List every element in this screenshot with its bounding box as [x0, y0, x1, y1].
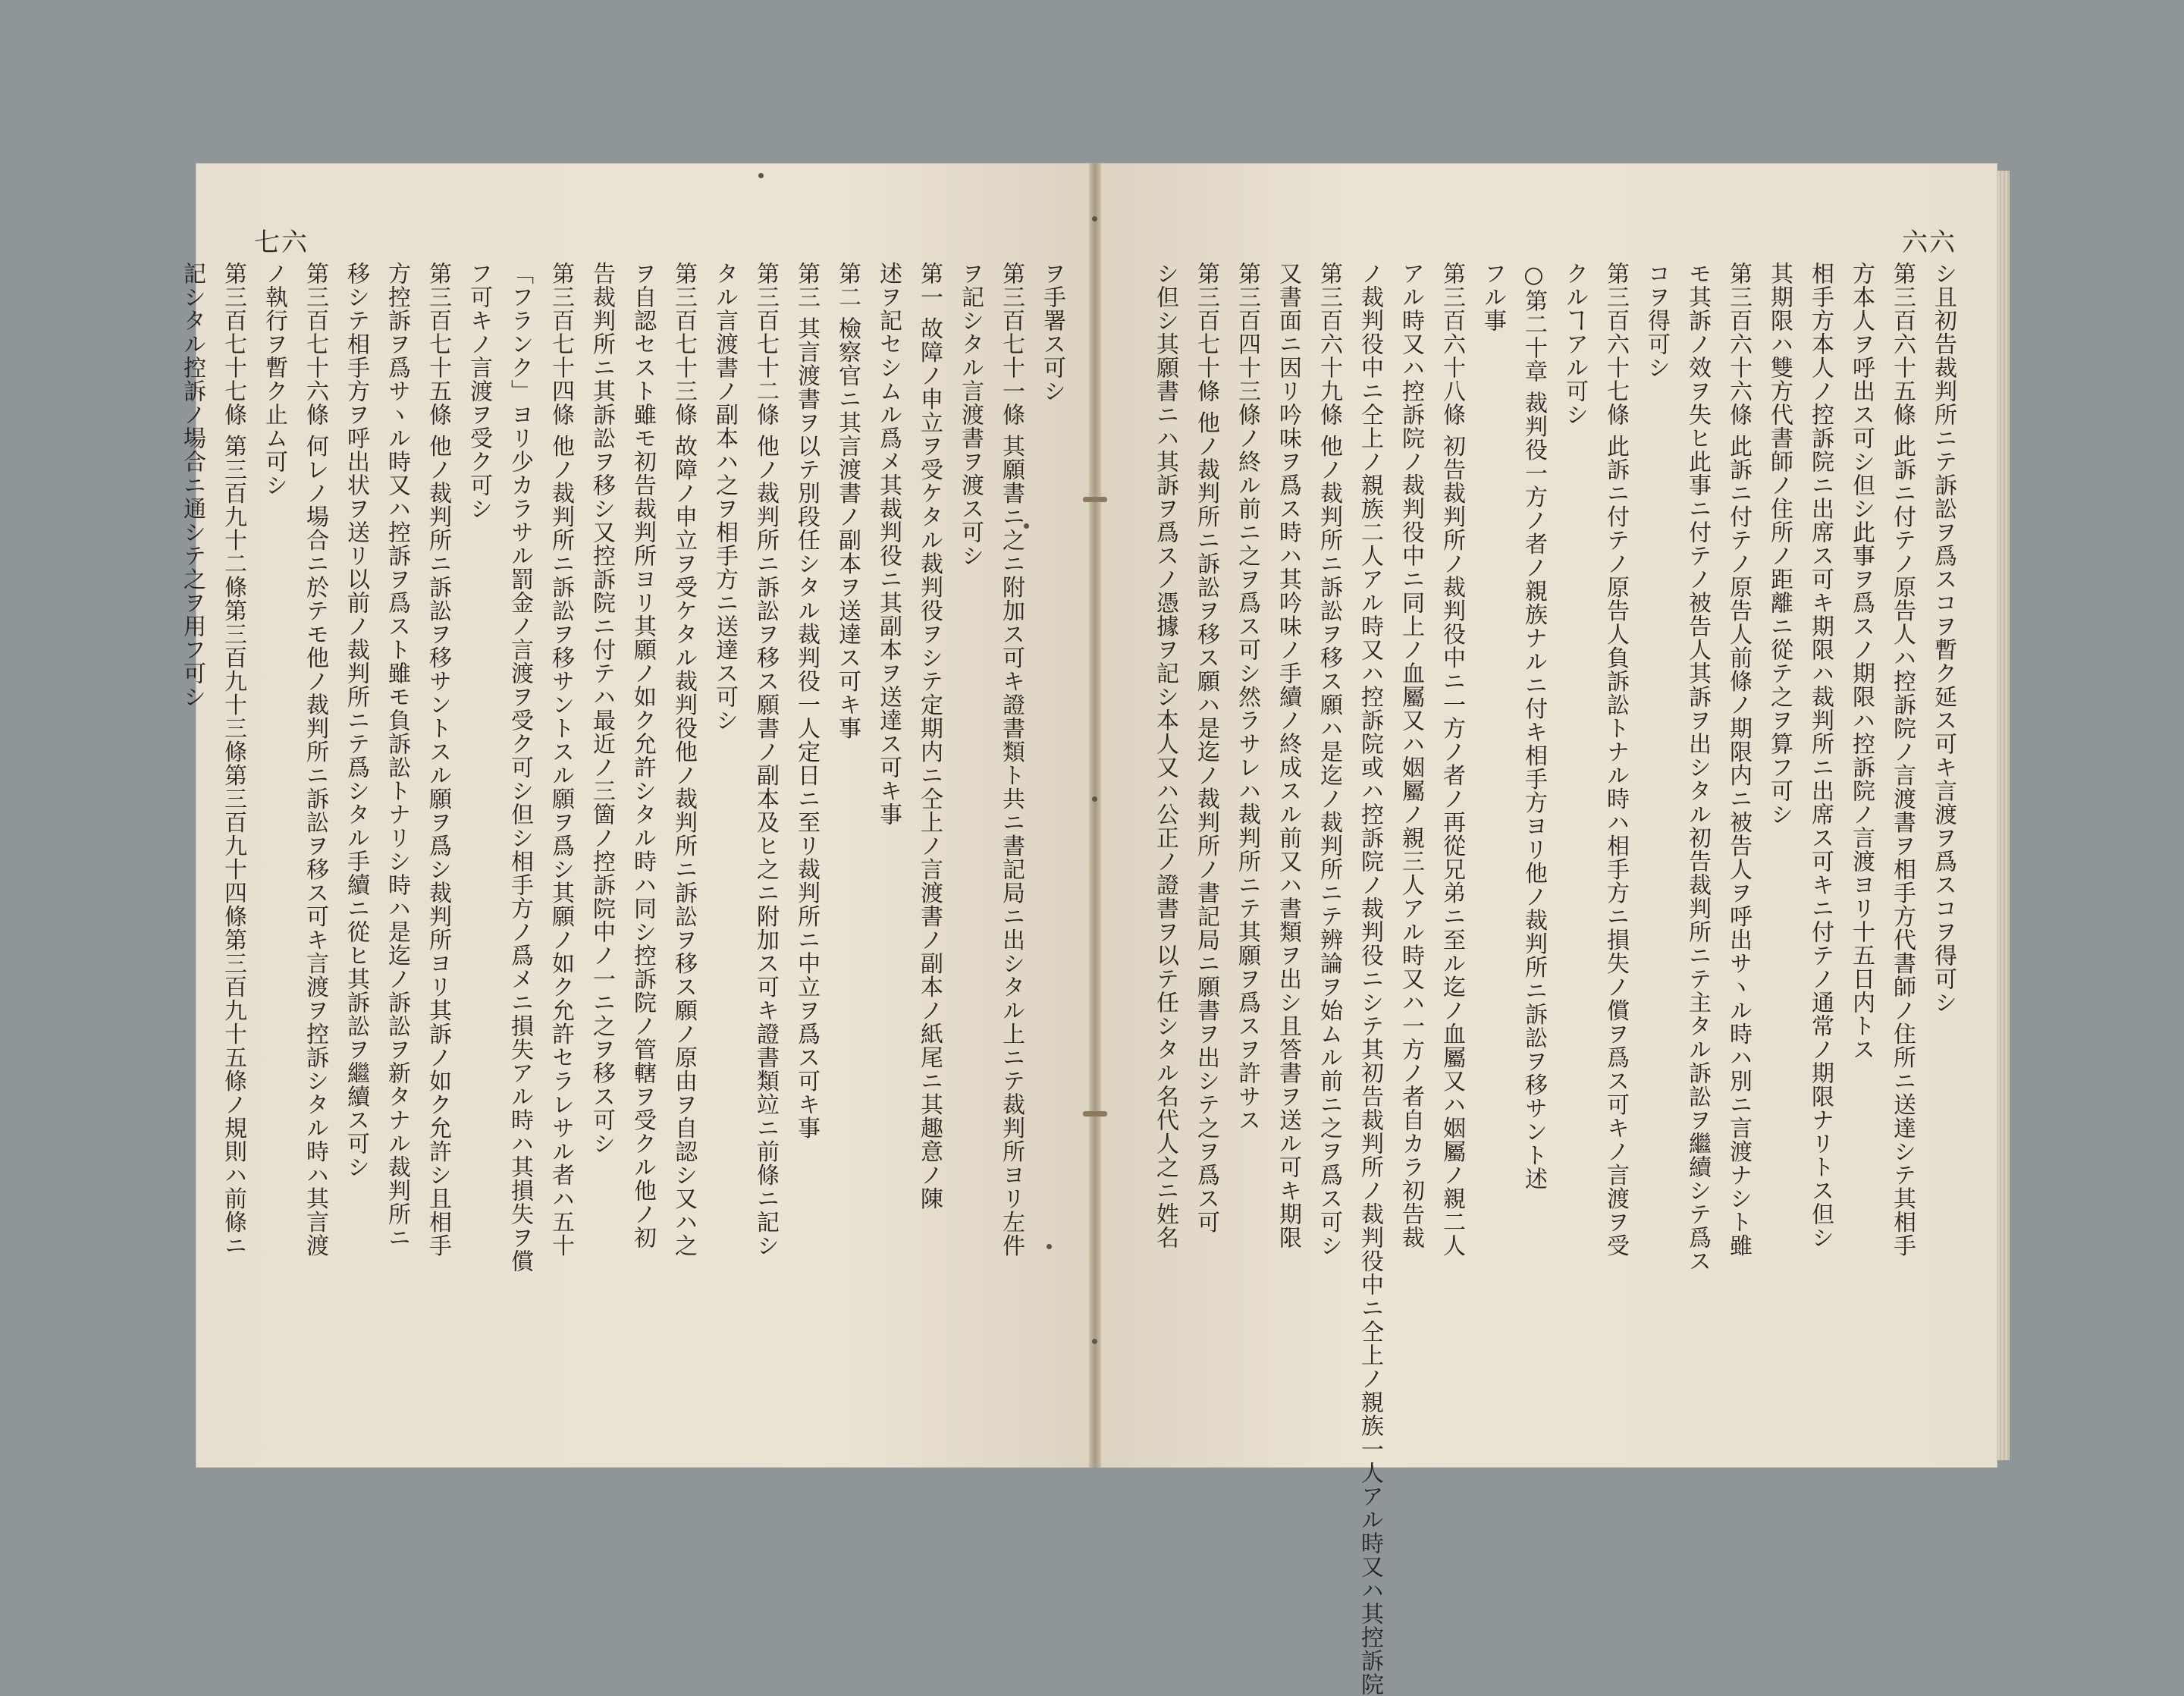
text-line: 方控訴ヲ爲サヽル時又ハ控訴ヲ爲スト雖モ負訴訟トナリシ時ハ是迄ノ訴訟ヲ新タナル裁判所ニ: [384, 262, 410, 1249]
text-line: モ其訴ノ效ヲ失ヒ此事ニ付テノ被告人其訴ヲ出シタル初告裁判所ニテ主タル訴訟ヲ繼續シテ爲ス: [1684, 262, 1711, 1273]
text-line: アル時又ハ控訴院ノ裁判役中ニ同上ノ血屬又ハ姻屬ノ親三人アル時又ハ一方ノ者自カラ初告裁: [1398, 262, 1424, 1249]
text-line: 方本人ヲ呼出ス可シ但シ此事ヲ爲スノ期限ハ控訴院ノ言渡ヨリ十五日内トス: [1848, 262, 1875, 1061]
text-line: ノ裁判役中ニ仝上ノ親族二人アル時又ハ控訴院或ハ控訴院ノ裁判役ニシテ其初告裁判所ノ裁判役中ニ仝上ノ親族一人アル時又ハ其控訴院: [1357, 262, 1383, 1696]
binding-thread: [1083, 497, 1107, 502]
text-line: 又書面ニ因リ吟味ヲ爲ス時ハ其吟味ノ手續ノ終成スル前又ハ書類ヲ出シ且答書ヲ送ル可キ期限: [1275, 262, 1301, 1249]
text-line: ヲ自認セスト雖モ初告裁判所ヨリ其願ノ如ク允許シタル時ハ同シ控訴院ノ管轄ヲ受クル他ノ初: [629, 262, 656, 1249]
text-line: 第三百六十八條 初告裁判所ノ裁判役中ニ一方ノ者ノ再從兄弟ニ至ル迄ノ血屬又ハ姻屬ノ親二人: [1439, 262, 1465, 1258]
text-line: 第三百七十條 他ノ裁判所ニ訴訟ヲ移ス願ハ是迄ノ裁判所ノ書記局ニ願書ヲ出シテ之ヲ爲ス可: [1193, 262, 1219, 1234]
text-line: フ可キノ言渡ヲ受ク可シ: [466, 262, 492, 520]
text-line: 第二 檢察官ニ其言渡書ノ副本ヲ送達ス可キ事: [834, 262, 861, 740]
text-line: 第三百六十九條 他ノ裁判所ニ訴訟ヲ移ス願ハ是迄ノ裁判所ニテ辨論ヲ始ムル前ニ之ヲ爲ス可シ: [1316, 262, 1342, 1258]
page-edges: [1997, 171, 2010, 1460]
text-line: 第三百七十六條 何レノ場合ニ於テモ他ノ裁判所ニ訴訟ヲ移ス可キ言渡ヲ控訴シタル時ハ其言渡: [302, 262, 328, 1258]
text-line: 第一 故障ノ申立ヲ受ケタル裁判役ヲシテ定期内ニ仝上ノ言渡書ノ副本ノ紙尾ニ其趣意ノ陳: [916, 262, 943, 1211]
text-line: ノ執行ヲ暫ク止ム可シ: [261, 262, 287, 497]
text-line: 第三百六十五條 此訴ニ付テノ原告人ハ控訴院ノ言渡書ヲ相手方代書師ノ住所ニ送達シテ其相手: [1889, 262, 1916, 1258]
binding-hole: [1092, 216, 1097, 221]
binding-hole: [1092, 796, 1097, 802]
text-line: シ且初告裁判所ニテ訴訟ヲ爲スコヲ暫ク延ス可キ言渡ヲ爲スコヲ得可シ: [1930, 262, 1956, 1014]
text-line: シ但シ其願書ニハ其訴ヲ爲スノ憑據ヲ記シ本人又ハ公正ノ證書ヲ以テ任シタル名代人之ニ姓名: [1152, 262, 1178, 1249]
text-line: クルヿアル可シ: [1561, 262, 1588, 426]
text-line: 移シテ相手方ヲ呼出状ヲ送リ以前ノ裁判所ニテ爲シタル手續ニ從ヒ其訴訟ヲ繼續ス可シ: [343, 262, 369, 1179]
book-gutter: [1089, 163, 1101, 1468]
text-line: 相手方本人ノ控訴院ニ出席ス可キ期限ハ裁判所ニ出席ス可キニ付テノ通常ノ期限ナリトス但シ: [1807, 262, 1834, 1249]
text-line: ○第二十章 裁判役一方ノ者ノ親族ナルニ付キ相手方ヨリ他ノ裁判所ニ訴訟ヲ移サント述: [1520, 262, 1547, 1191]
right-page-text: [1152, 262, 1960, 1696]
text-line: 「フランク」ヨリ少カラサル罰金ノ言渡ヲ受ク可シ但シ相手方ノ爲メニ損失アル時ハ其損失ヲ償: [507, 262, 533, 1273]
binding-thread: [1083, 1111, 1107, 1117]
text-line: コヲ得可シ: [1643, 262, 1670, 379]
left-page-text: [179, 262, 1069, 1445]
text-line: 第三百七十三條 故障ノ申立ヲ受ケタル裁判役他ノ裁判所ニ訴訟ヲ移ス願ノ原由ヲ自認シ又ハ之: [670, 262, 697, 1258]
text-line: 第三百六十六條 此訴ニ付テノ原告人前條ノ期限内ニ被告人ヲ呼出サヽル時ハ別ニ言渡ナシト雖: [1725, 262, 1752, 1258]
text-line: 告裁判所ニ其訴訟ヲ移シ又控訴院ニ付テハ最近ノ三箇ノ控訴院中ノ一ニ之ヲ移ス可シ: [588, 262, 615, 1155]
text-line: 第三百六十七條 此訴ニ付テノ原告人負訴訟トナル時ハ相手方ニ損失ノ償ヲ爲ス可キノ言渡ヲ受: [1602, 262, 1629, 1258]
text-line: 記シタル控訴ノ場合ニ通シテ之ヲ用フ可シ: [179, 262, 206, 708]
text-line: 第三百七十四條 他ノ裁判所ニ訴訟ヲ移サントスル願ヲ爲シ其願ノ如ク允許セラレサル者ハ五十: [548, 262, 574, 1258]
text-line: 述ヲ記セシムル爲メ其裁判役ニ其副本ヲ送達ス可キ事: [875, 262, 902, 826]
text-line: 第三 其言渡書ヲ以テ別段任シタル裁判役一人定日ニ至リ裁判所ニ中立ヲ爲ス可キ事: [793, 262, 820, 1140]
binding-hole: [1092, 1339, 1097, 1344]
text-line: 第三百七十二條 他ノ裁判所ニ訴訟ヲ移ス願書ノ副本及ヒ之ニ附加ス可キ證書類竝ニ前條ニ記シ: [752, 262, 779, 1258]
text-line: フル事: [1480, 262, 1506, 332]
text-line: 第三百七十一條 其願書ニ之ニ附加ス可キ證書類ト共ニ書記局ニ出シタル上ニテ裁判所ヨリ左件: [998, 262, 1025, 1258]
text-line: ヲ手署ス可シ: [1039, 262, 1065, 403]
text-line: 第三百四十三條ノ終ル前ニ之ヲ爲ス可シ然ラサレハ裁判所ニテ其願ヲ爲スヲ許サス: [1234, 262, 1260, 1132]
text-line: ヲ記シタル言渡書ヲ渡ス可シ: [957, 262, 984, 567]
text-line: 第三百七十五條 他ノ裁判所ニ訴訟ヲ移サントスル願ヲ爲シ裁判所ヨリ其訴ノ如ク允許シ且相手: [425, 262, 451, 1258]
binding-hole: [758, 173, 764, 178]
text-line: 第三百七十七條 第三百九十二條第三百九十三條第三百九十四條第三百九十五條ノ規則ハ前條ニ: [220, 262, 246, 1258]
left-page-number: 七六: [254, 228, 309, 258]
text-line: 其期限ハ雙方代書師ノ住所ノ距離ニ從テ之ヲ算フ可シ: [1766, 262, 1793, 826]
text-line: タル言渡書ノ副本ハ之ヲ相手方ニ送達ス可シ: [711, 262, 738, 732]
right-page-number: 六六: [1902, 228, 1956, 258]
